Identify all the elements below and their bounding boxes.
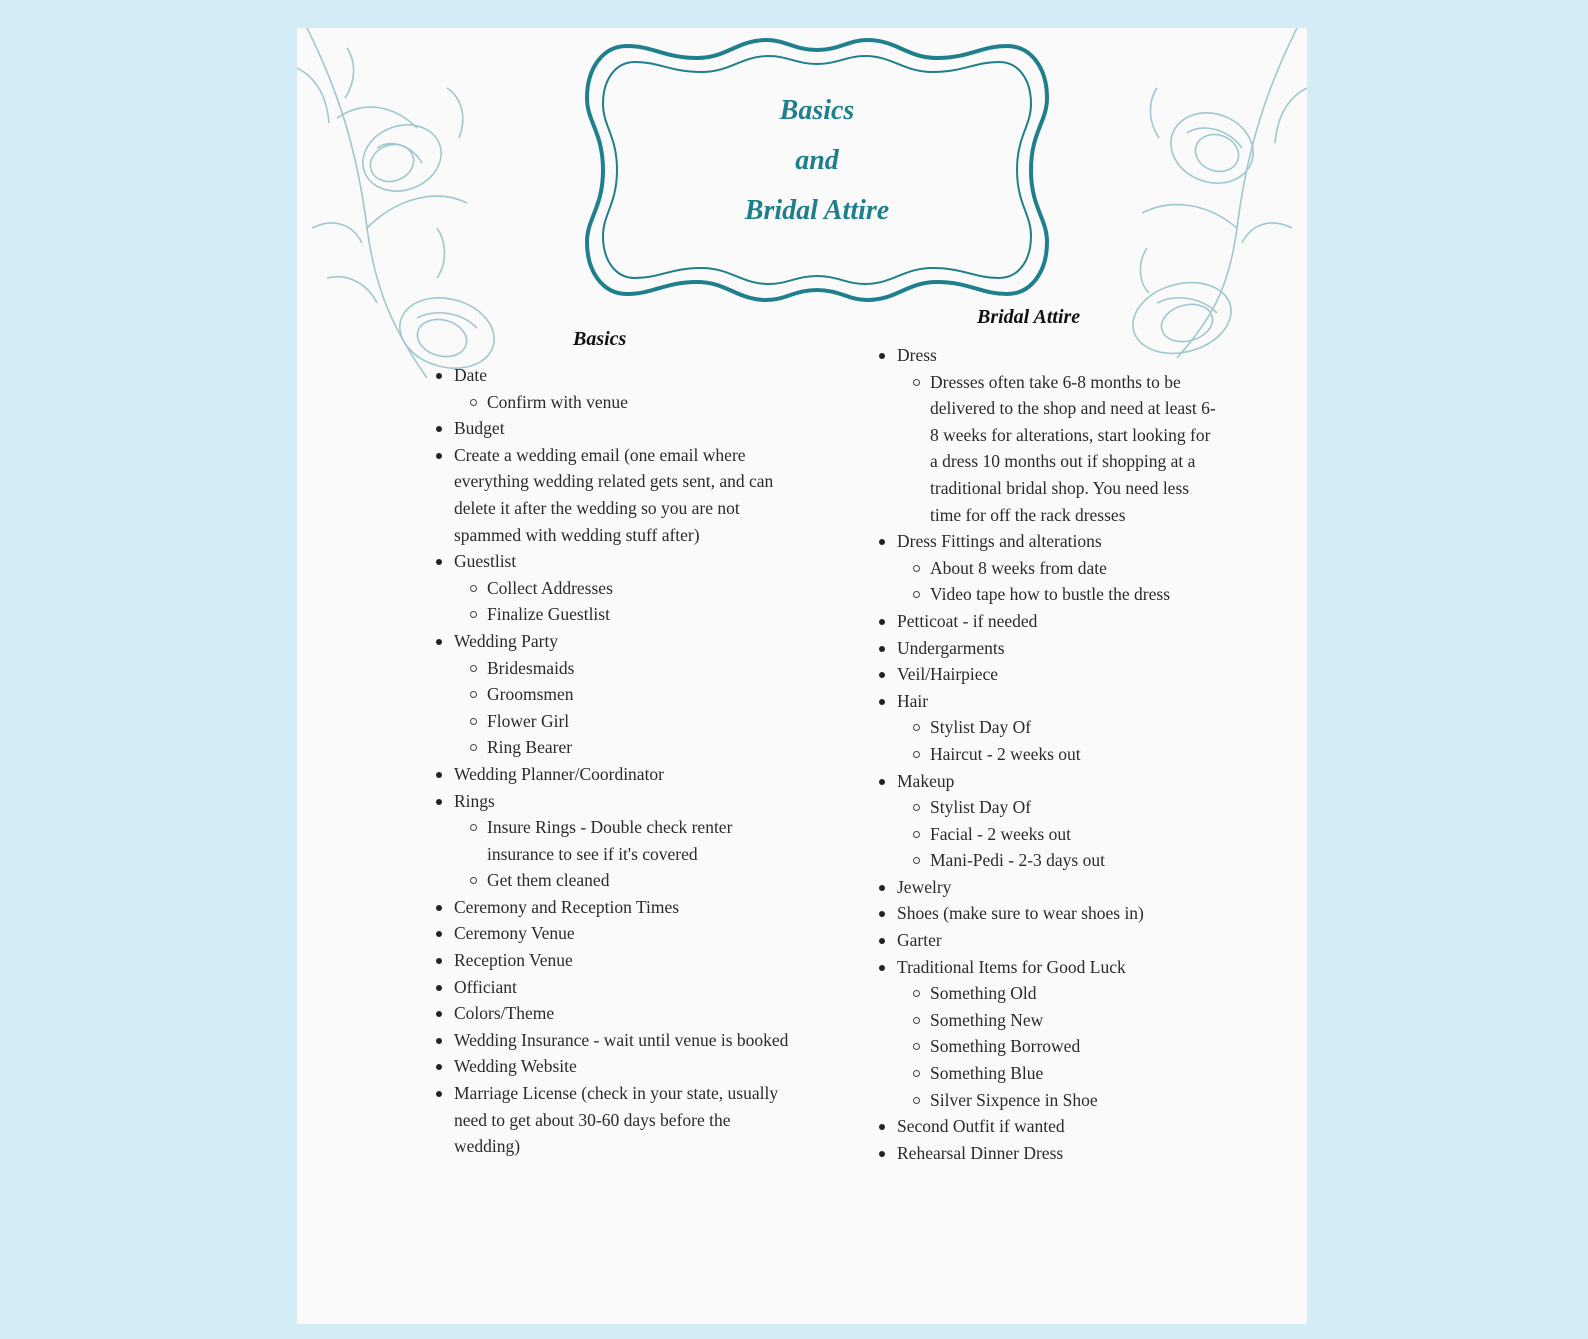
- list-item-text: Date: [454, 365, 488, 385]
- list-item: [897, 1140, 1222, 1167]
- list-item-text: Jewelry: [897, 876, 952, 897]
- bridal-attire-column: [897, 342, 1222, 1166]
- list-item: [454, 1000, 794, 1027]
- sub-list: [897, 555, 1222, 608]
- list-item: [454, 362, 794, 415]
- title-line: Bridal Attire: [744, 195, 890, 226]
- basics-column: [454, 362, 794, 1160]
- sub-list-item: Flower Girl: [487, 708, 794, 735]
- basics-list: [454, 362, 794, 1160]
- list-item: [897, 608, 1222, 635]
- sub-list: [897, 794, 1222, 874]
- list-item-text: Garter: [897, 930, 942, 951]
- list-item-text: Budget: [454, 418, 505, 439]
- sub-list-item: Something New: [930, 1007, 1222, 1034]
- list-item: [454, 415, 794, 442]
- sub-list-item: Something Borrowed: [930, 1033, 1222, 1060]
- list-item-text: Wedding Insurance - wait until venue is booked: [454, 1029, 789, 1050]
- sub-list-item: Collect Addresses: [487, 575, 794, 602]
- list-item-text: Makeup: [897, 770, 955, 791]
- list-item: [454, 761, 794, 788]
- sub-list-item: Stylist Day Of: [930, 794, 1222, 821]
- sub-list: [454, 389, 794, 416]
- list-item: [897, 954, 1222, 1114]
- sub-list-item: Something Blue: [930, 1060, 1222, 1087]
- list-item: [897, 635, 1222, 662]
- list-item-text: Hair: [897, 690, 929, 711]
- floral-right-decoration-icon: [1117, 28, 1307, 368]
- sub-list-item: Mani-Pedi - 2-3 days out: [930, 847, 1222, 874]
- bridal-attire-list: [897, 342, 1222, 1166]
- sub-list-item: Insure Rings - Double check renter insurance to see if it's covered: [487, 814, 794, 867]
- list-item: [454, 1080, 794, 1160]
- list-item: [897, 342, 1222, 528]
- list-item: [454, 1053, 794, 1080]
- list-item: [897, 1113, 1222, 1140]
- list-item: [454, 788, 794, 894]
- list-item: [897, 528, 1222, 608]
- list-item: [897, 661, 1222, 688]
- list-item-text: Marriage License (check in your state, usually need to get about 30-60 days before the wedding): [454, 1083, 779, 1157]
- page-title: [577, 86, 1057, 236]
- list-item-text: Rehearsal Dinner Dress: [897, 1142, 1064, 1163]
- list-item-text: Ceremony Venue: [454, 923, 575, 944]
- list-item-text: Wedding Planner/Coordinator: [454, 763, 665, 784]
- sub-list-item: Dresses often take 6-8 months to be delivered to the shop and need at least 6-8 weeks for alterations, start looking for a dress 10 months out if shopping at a traditional bridal shop. You need less time for off the rack dresses: [930, 369, 1222, 529]
- list-item-text: Dress: [897, 345, 937, 365]
- list-item-text: Shoes (make sure to wear shoes in): [897, 903, 1144, 924]
- list-item-text: Officiant: [454, 976, 517, 997]
- list-item-text: Rings: [454, 790, 495, 811]
- list-item-text: Ceremony and Reception Times: [454, 896, 680, 917]
- sub-list-item: Bridesmaids: [487, 655, 794, 682]
- list-item: [454, 920, 794, 947]
- sub-list-item: Groomsmen: [487, 681, 794, 708]
- sub-list-item: Finalize Guestlist: [487, 601, 794, 628]
- sub-list-item: Get them cleaned: [487, 867, 794, 894]
- list-item-text: Second Outfit if wanted: [897, 1116, 1065, 1137]
- list-item-text: Wedding Website: [454, 1056, 577, 1077]
- list-item-text: Guestlist: [454, 551, 517, 572]
- list-item-text: Create a wedding email (one email where everything wedding related gets sent, and can delete it after the wedding so you are not spammed with wedding stuff after): [454, 444, 774, 545]
- list-item-text: Wedding Party: [454, 630, 559, 651]
- basics-heading: Basics: [573, 328, 627, 350]
- list-item: [897, 900, 1222, 927]
- list-item-text: Reception Venue: [454, 950, 573, 971]
- list-item: [897, 927, 1222, 954]
- sub-list-item: About 8 weeks from date: [930, 555, 1222, 582]
- sub-list-item: Video tape how to bustle the dress: [930, 581, 1222, 608]
- list-item-text: Veil/Hairpiece: [897, 664, 999, 685]
- list-item: [897, 768, 1222, 874]
- list-item-text: Undergarments: [897, 637, 1005, 658]
- checklist-page: [297, 28, 1307, 1324]
- list-item: [454, 442, 794, 548]
- list-item: [454, 1027, 794, 1054]
- list-item-text: Dress Fittings and alterations: [897, 531, 1102, 552]
- floral-left-decoration-icon: [297, 28, 507, 388]
- list-item: [454, 628, 794, 761]
- sub-list-item: Ring Bearer: [487, 734, 794, 761]
- sub-list: [897, 714, 1222, 767]
- list-item: [454, 548, 794, 628]
- sub-list: [454, 814, 794, 894]
- list-item: [454, 894, 794, 921]
- title-line: Basics: [779, 95, 855, 126]
- list-item: [454, 974, 794, 1001]
- sub-list: [454, 575, 794, 628]
- sub-list: [454, 655, 794, 761]
- sub-list-item: Confirm with venue: [487, 389, 794, 416]
- bridal-attire-heading: Bridal Attire: [977, 306, 1081, 328]
- sub-list: [897, 980, 1222, 1113]
- list-item-text: Petticoat - if needed: [897, 610, 1038, 631]
- sub-list-item: Something Old: [930, 980, 1222, 1007]
- sub-list-item: Stylist Day Of: [930, 714, 1222, 741]
- list-item-text: Colors/Theme: [454, 1003, 555, 1024]
- list-item: [897, 688, 1222, 768]
- sub-list-item: Haircut - 2 weeks out: [930, 741, 1222, 768]
- list-item: [454, 947, 794, 974]
- sub-list-item: Facial - 2 weeks out: [930, 821, 1222, 848]
- sub-list-item: Silver Sixpence in Shoe: [930, 1087, 1222, 1114]
- list-item-text: Traditional Items for Good Luck: [897, 956, 1126, 977]
- sub-list: [897, 369, 1222, 529]
- list-item: [897, 874, 1222, 901]
- title-line: and: [795, 145, 839, 176]
